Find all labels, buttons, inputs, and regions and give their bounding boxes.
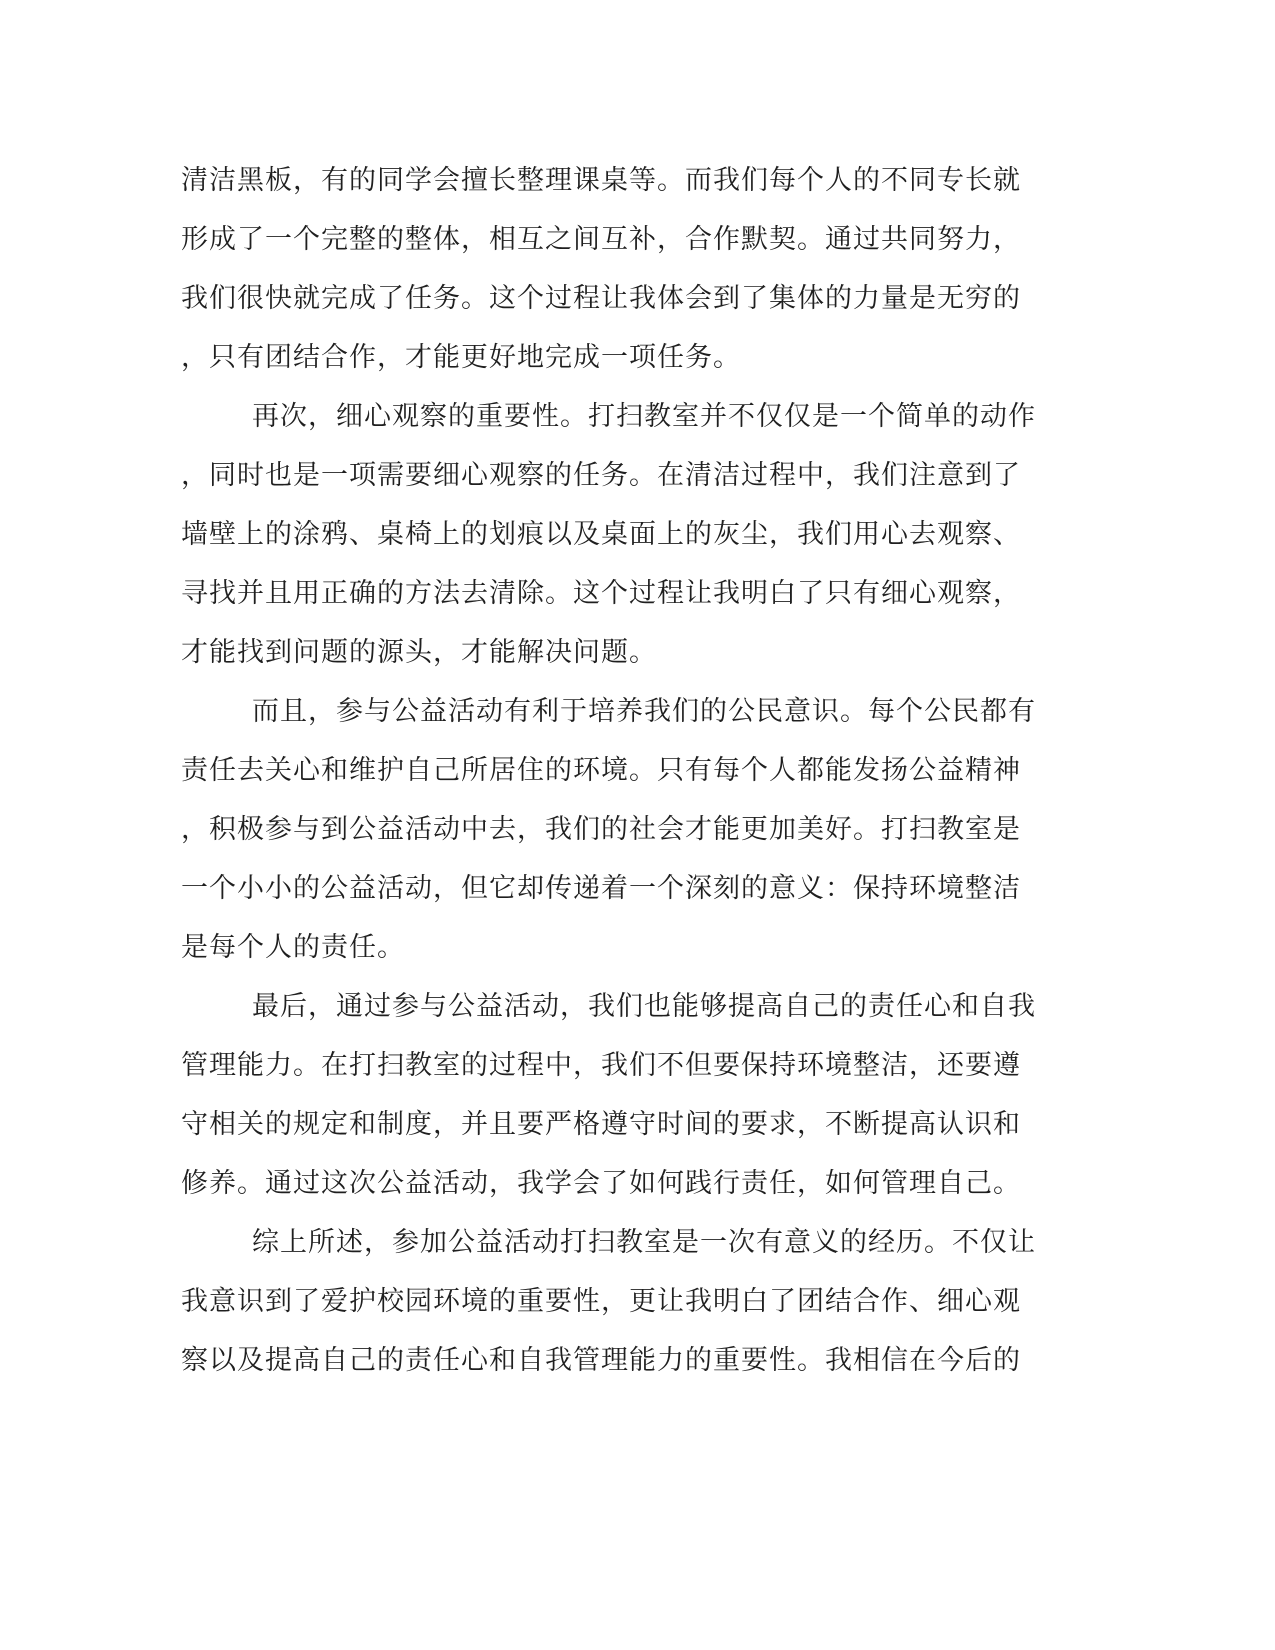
paragraph-first-line: 而且，参与公益活动有利于培养我们的公民意识。每个公民都有 bbox=[252, 696, 1036, 727]
text-line: 察以及提高自己的责任心和自我管理能力的重要性。我相信在今后的 bbox=[181, 1345, 1021, 1376]
text-line: 一个小小的公益活动，但它却传递着一个深刻的意义：保持环境整洁 bbox=[181, 873, 1021, 904]
text-line: 修养。通过这次公益活动，我学会了如何践行责任，如何管理自己。 bbox=[181, 1168, 1021, 1199]
text-line: 是每个人的责任。 bbox=[181, 932, 405, 963]
text-line: 责任去关心和维护自己所居住的环境。只有每个人都能发扬公益精神 bbox=[181, 755, 1021, 786]
text-line: 才能找到问题的源头，才能解决问题。 bbox=[181, 637, 657, 668]
text-line: 寻找并且用正确的方法去清除。这个过程让我明白了只有细心观察， bbox=[181, 578, 1021, 609]
text-line: 形成了一个完整的整体，相互之间互补，合作默契。通过共同努力， bbox=[181, 224, 1021, 255]
text-line: 我意识到了爱护校园环境的重要性，更让我明白了团结合作、细心观 bbox=[181, 1286, 1021, 1317]
text-line: 我们很快就完成了任务。这个过程让我体会到了集体的力量是无穷的 bbox=[181, 283, 1021, 314]
text-line: 清洁黑板，有的同学会擅长整理课桌等。而我们每个人的不同专长就 bbox=[181, 165, 1021, 196]
text-line: 守相关的规定和制度，并且要严格遵守时间的要求，不断提高认识和 bbox=[181, 1109, 1021, 1140]
paragraph-first-line: 再次，细心观察的重要性。打扫教室并不仅仅是一个简单的动作 bbox=[252, 401, 1036, 432]
text-line: ，只有团结合作，才能更好地完成一项任务。 bbox=[181, 342, 741, 373]
text-line: 墙壁上的涂鸦、桌椅上的划痕以及桌面上的灰尘，我们用心去观察、 bbox=[181, 519, 1021, 550]
paragraph-first-line: 综上所述，参加公益活动打扫教室是一次有意义的经历。不仅让 bbox=[252, 1227, 1036, 1258]
text-line: 管理能力。在打扫教室的过程中，我们不但要保持环境整洁，还要遵 bbox=[181, 1050, 1021, 1081]
text-line: ，积极参与到公益活动中去，我们的社会才能更加美好。打扫教室是 bbox=[181, 814, 1021, 845]
paragraph-first-line: 最后，通过参与公益活动，我们也能够提高自己的责任心和自我 bbox=[252, 991, 1036, 1022]
text-line: ，同时也是一项需要细心观察的任务。在清洁过程中，我们注意到了 bbox=[181, 460, 1021, 491]
